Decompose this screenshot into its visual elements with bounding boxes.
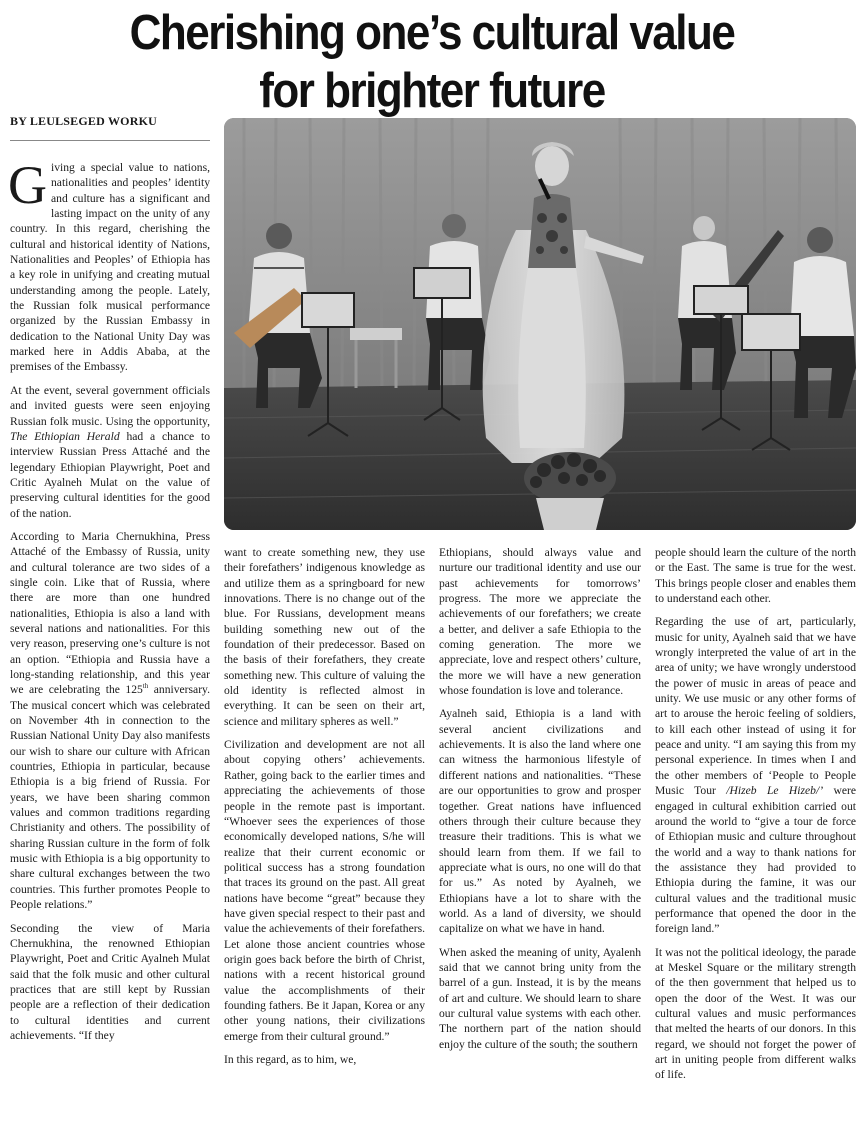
article-column-4 [655, 545, 856, 1091]
paragraph-text: iving a special value to nations, nationalities and peoples’ identity and culture has a significant and lasting impact on the unity of any country. In this regard, cherishing the cultural and historical identity of Nations, Nationalities and Peoples’ of Ethiopia has a key role in unifying and creating mutual understanding among the people. Lately, the Russian folk musical performance organized by the Russian Embassy in dedication to the National Unity Day was marked here in Addis Ababa, at the premises of the Embassy. [10, 161, 210, 374]
paragraph-text: According to Maria Chernukhina, Press Attaché of the Embassy of Russia, unity and cultural tolerance are two sides of a single coin. Like that of Russia, where there are more than one hundred nationalities, Ethiopia is also a land with several nations and nationalities. For this very reason, preserving one’s culture is not an option. “Ethiopia and Russia have a long-standing relationship, and this year we are celebrating the 125 [10, 529, 210, 697]
headline-line-2: for brighter future [259, 63, 605, 119]
paragraph: want to create something new, they use their forefathers’ indigenous knowledge as and utilize them as a springboard for new innovations. There is no change out of the blue. For Russians, development means building something new out of the foundation of their predecessor. Based on the basis of their forefathers, they create something new. This culture of valuing the old identity is reflected almost in everything. It can be seen on their art, science and military spheres as well.” [224, 546, 425, 728]
paragraph: people should learn the culture of the north or the East. The same is true for the west. This brings people closer and enables them to understand each other. [655, 546, 856, 606]
paragraph [10, 529, 210, 913]
article-column-2 [224, 545, 425, 1075]
publication-name: The Ethiopian Herald [10, 429, 120, 443]
headline [0, 4, 864, 120]
paragraph [10, 383, 210, 521]
article-photo [224, 118, 856, 530]
article-column-1 [8, 155, 210, 1051]
paragraph: Seconding the view of Maria Chernukhina, the renowned Ethiopian Playwright, Poet and Critic Ayalneh Mulat said that the folk music and other cultural practices that are still kept by Russian people are a reflection of their dedication to cultural identities and current achievements. “If they [10, 921, 210, 1042]
paragraph-text: anniversary. The musical concert which was celebrated on November 4th in connection to the Russian National Unity Day also manifests our wish to share our culture with African countries, Ethiopia in particular, because Ethiopia is a big friend of Russia. For years, we have been sharing common values and common traditions regarding Christianity and others. The possibility of sharing Russian culture in the form of folk music with Ethiopia is a big opportunity to share cultural exchanges between the two countries. This further promotes People to People relations.” [10, 683, 210, 912]
paragraph-text: Regarding the use of art, particularly, music for unity, Ayalneh said that we have wrongly interpreted the value of art in the area of unity; we have wrongly understood the power of music in areas of peace and unity. We use music or any other forms of art to arouse the heroic feeling of soldiers, to kill each other instead of using it for peace and unity. “I am saying this from my personal experience. In times when I and the other members of ‘People to People Music Tour [655, 615, 856, 798]
byline: BY LEULSEGED WORKU [10, 114, 157, 128]
byline-divider [10, 140, 210, 141]
paragraph-text: At the event, several government officials and invited guests were seen enjoying Russian folk music. Using the opportunity, [10, 383, 210, 428]
paragraph [8, 155, 210, 375]
paragraph-text: had a chance to interview Russian Press Attaché and the legendary Ethiopian Playwright, Poet and Critic Ayalneh Mulat on the value of preserving cultural identities for the good of the nation. [10, 429, 210, 520]
paragraph: It was not the political ideology, the parade at Meskel Square or the military strength of the then government that helped us to open the door of the West. It was our cultural values and music performances that melted the hearts of our donors. In this regard, we should not forget the power of art in uniting people from different walks of life. [655, 945, 856, 1082]
ordinal-suffix: th [142, 682, 149, 691]
paragraph: In this regard, as to him, we, [224, 1053, 357, 1066]
paragraph-text: were engaged in cultural exhibition carried out around the world to “give a tour de force of Ethiopian music and culture throughout the world and a way to thank nations for the assistance they had provided to Ethiopia during the famine, it was our cultural values and the traditional music performance that opened the door in the foreign land.” [655, 784, 856, 936]
paragraph [655, 614, 856, 936]
paragraph: When asked the meaning of unity, Ayalenh said that we cannot bring unity from the barrel of a gun. Instead, it is by the means of art and culture. We should learn to share our cultural value systems with each other. The northern part of the nation should enjoy the culture of the south; the southern [439, 945, 641, 1051]
tour-name: /Hizeb Le Hizeb/’ [726, 784, 824, 798]
paragraph: Ayalneh said, Ethiopia is a land with several ancient civilizations and achievements. It is also the land where one can witness the harmonious lifestyle of different nations and nationalities. “These are our opportunities to grow and prosper together. Great nations have influenced others through their culture because they treasure their traditions. This is what we should learn from them. If we fail to appreciate what is ours, no one will do that for us.” As noted by Ayalneh, we Ethiopians have a lot to share with the world. As a land of diversity, we should capitalize on what we have in hand. [439, 707, 641, 936]
paragraph: Civilization and development are not all about copying others’ achievements. Rather, going back to the earlier times and appreciating the achievements of those people in the remote past is important. “Whoever sees the experiences of those economically developed nations, S/he will realize that their current economic or political success has a strong foundation that traces its ground on the past. All great nations have become “great” because they have given special respect to their past and value the achievements of their forefathers. Let alone those ancient countries whose origin goes back before the birth of Christ, nations with a recent historical ground value the accomplishments of their founding fathers. Be it Japan, Korea or any other young nations, their civilizations emerge from their cultural ground.” [224, 738, 425, 1043]
paragraph: Ethiopians, should always value and nurture our traditional identity and use our past achievements for tomorrows’ progress. The more we appreciate the achievements of our forefathers; we create a better, and deliver a safe Ethiopia to the coming generation. The more we appreciate, love and respect others’ culture, the more we will have a new generation whose foundation is love and tolerance. [439, 546, 641, 698]
headline-line-1: Cherishing one’s cultural value [129, 5, 735, 61]
article-column-3 [439, 545, 641, 1060]
drop-cap: G [8, 155, 47, 215]
